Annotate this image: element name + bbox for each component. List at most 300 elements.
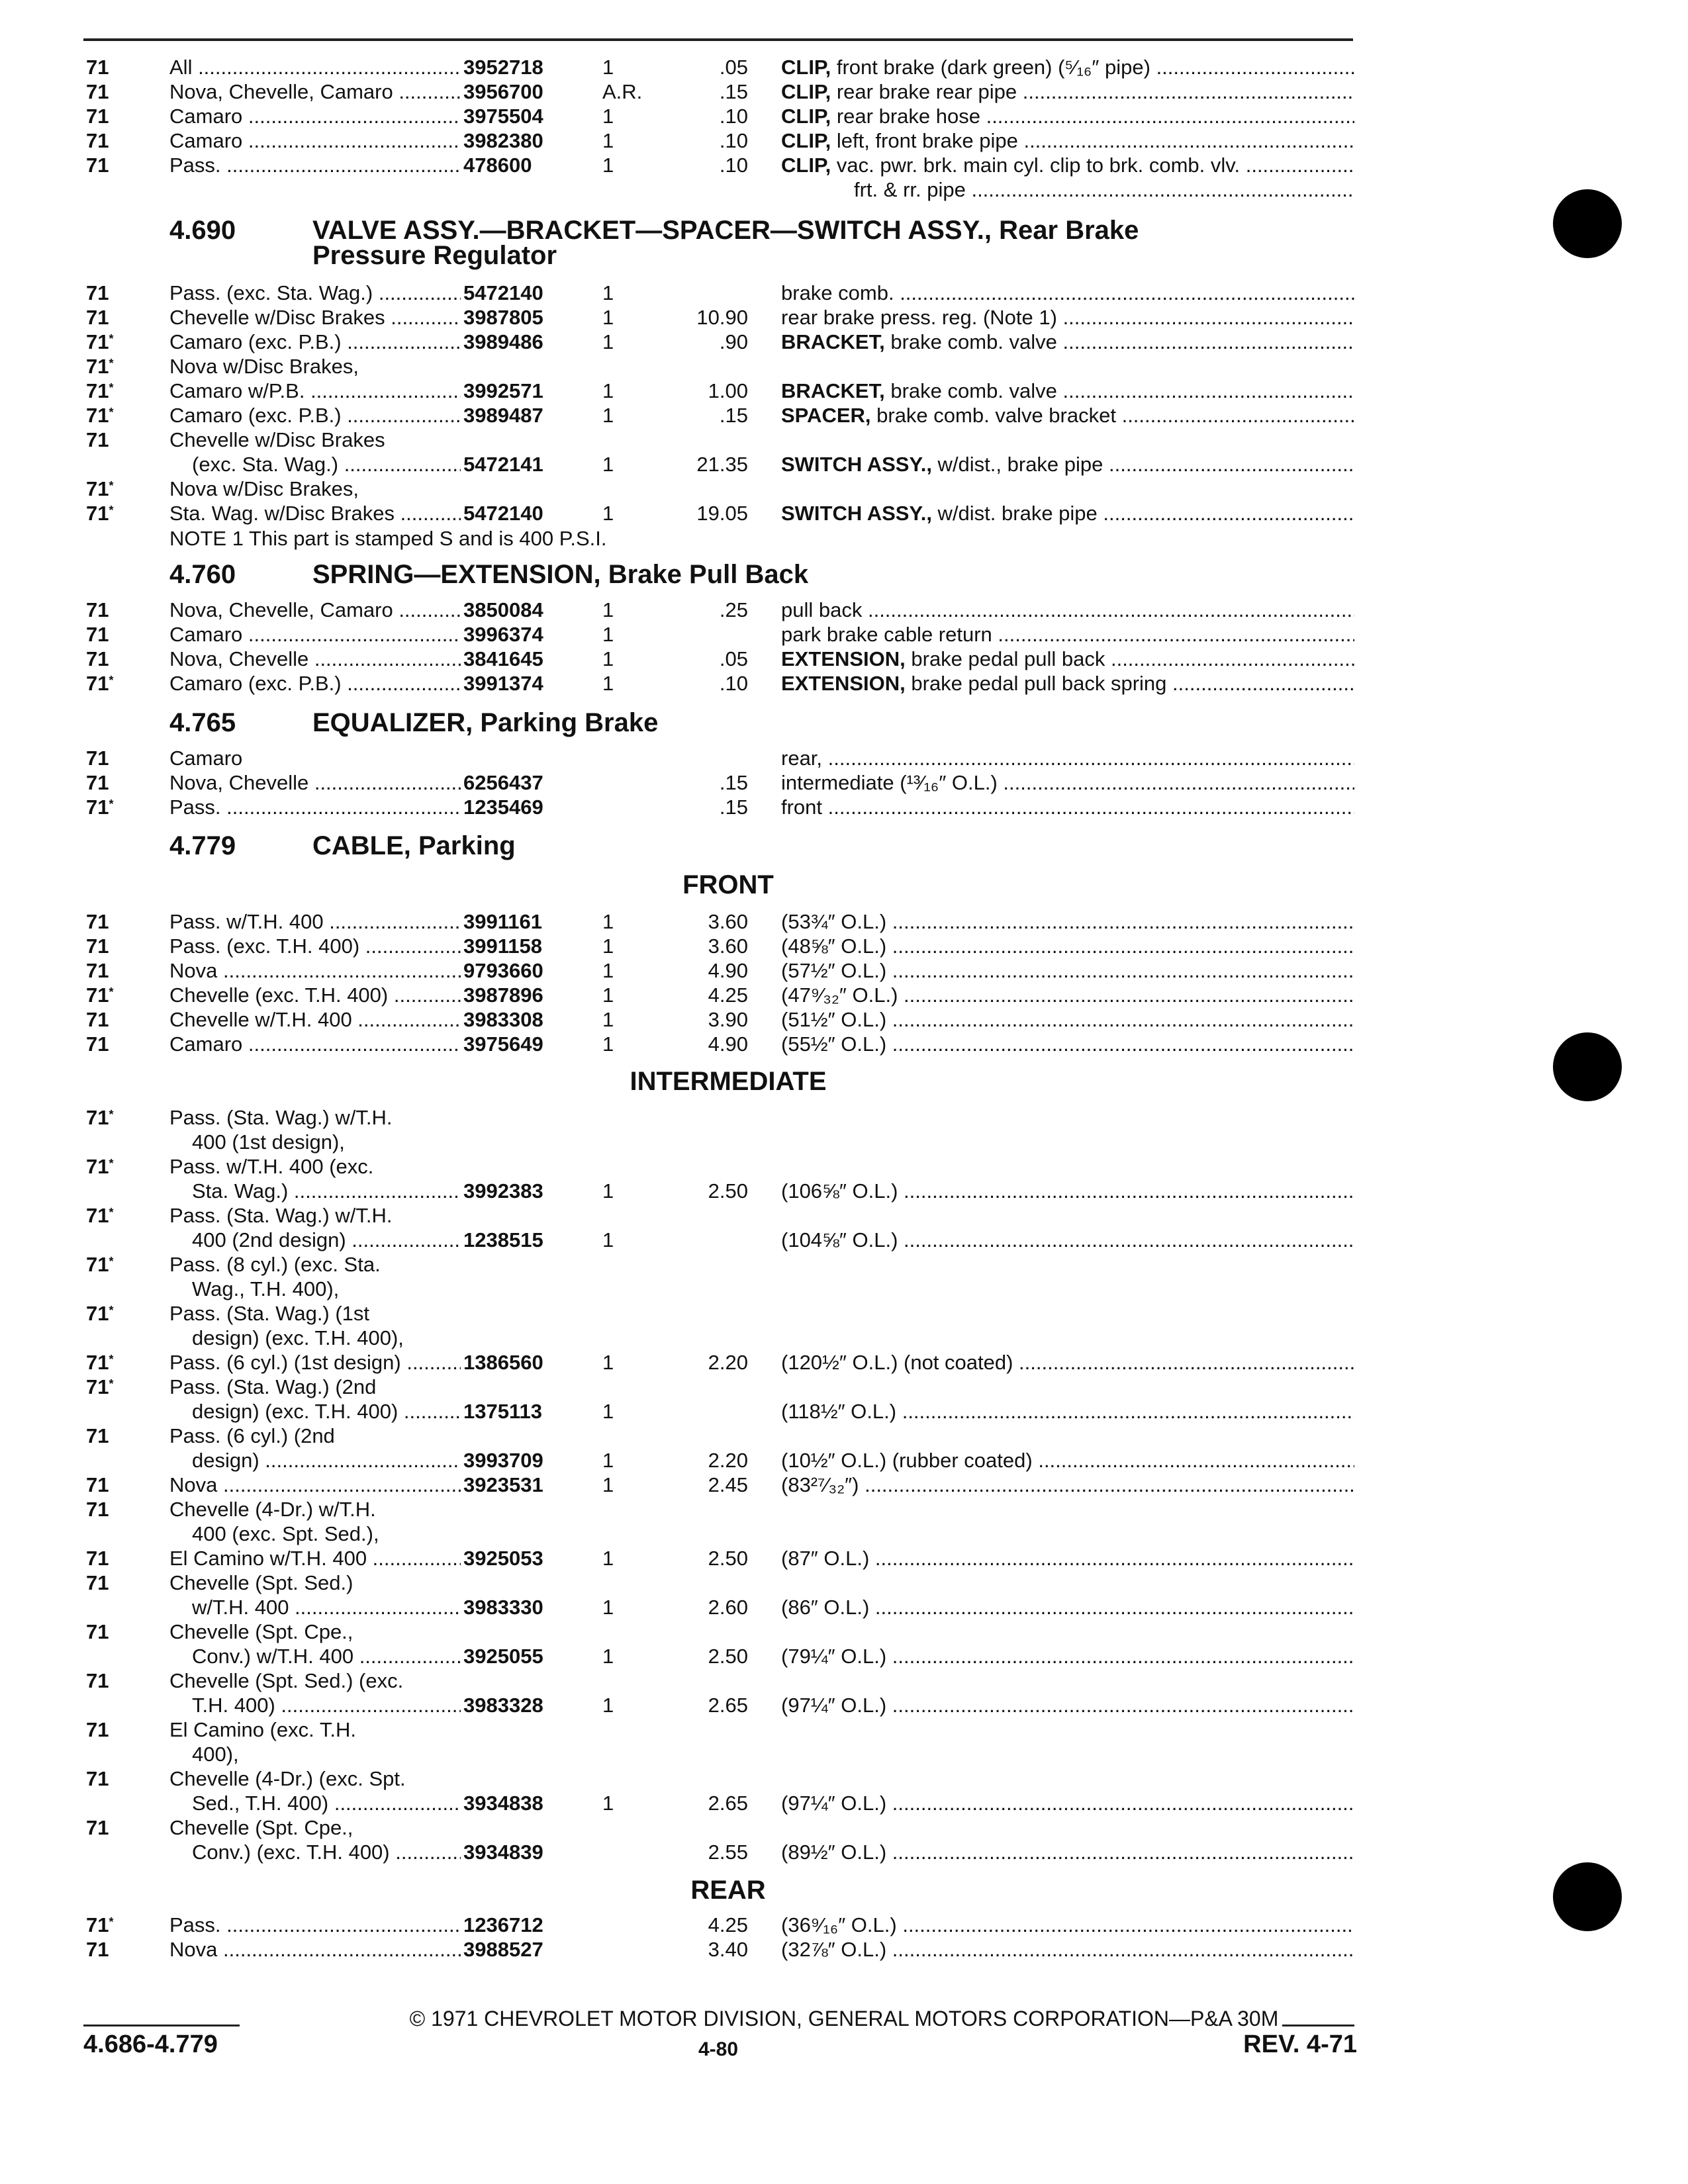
part-name: BRACKET, bbox=[781, 330, 885, 353]
model-application: Camaro ..... bbox=[169, 1032, 461, 1056]
model-year bbox=[86, 983, 114, 1007]
part-description bbox=[781, 1791, 1354, 1815]
quantity: 1 bbox=[602, 379, 614, 402]
part-description-text: (87″ O.L.) bbox=[781, 1547, 870, 1570]
model-application: Pass. w/T.H. 400 ..... bbox=[169, 909, 461, 934]
list-price: 4.90 bbox=[708, 959, 748, 982]
list-price: 21.35 bbox=[696, 453, 748, 476]
quantity: 1 bbox=[602, 1473, 614, 1496]
part-name: CLIP, bbox=[781, 56, 831, 79]
model-application: 400 (2nd design) ..... bbox=[192, 1228, 461, 1252]
part-row bbox=[0, 1301, 1688, 1326]
part-number: 3925055 bbox=[463, 1645, 543, 1668]
model-application: Sed., T.H. 400) ..... bbox=[192, 1791, 461, 1815]
quantity: 1 bbox=[602, 1596, 614, 1619]
model-application: Nova, Chevelle, Camaro ..... bbox=[169, 598, 461, 622]
part-number: 3983330 bbox=[463, 1596, 543, 1619]
new-part-star: * bbox=[109, 479, 114, 492]
part-description-text: rear brake rear pipe bbox=[831, 80, 1017, 103]
part-row bbox=[0, 104, 1688, 128]
model-application: Chevelle w/Disc Brakes ..... bbox=[169, 305, 461, 330]
part-description bbox=[781, 1937, 1354, 1962]
model-year-text: 71 bbox=[86, 1913, 109, 1936]
part-description bbox=[781, 1399, 1354, 1424]
part-row bbox=[0, 1399, 1688, 1424]
part-row bbox=[0, 1032, 1688, 1056]
list-price: 2.45 bbox=[708, 1473, 748, 1496]
list-price: 2.50 bbox=[708, 1645, 748, 1668]
model-year bbox=[86, 795, 114, 819]
part-row bbox=[0, 1913, 1688, 1937]
part-number: 3991374 bbox=[463, 672, 543, 695]
model-year bbox=[86, 934, 109, 958]
model-year-text: 71 bbox=[86, 1669, 109, 1692]
list-price: .10 bbox=[719, 154, 748, 177]
section-title: EQUALIZER, Parking Brake bbox=[312, 708, 659, 737]
part-number: 3975504 bbox=[463, 105, 543, 128]
model-application: Camaro ..... bbox=[169, 128, 461, 153]
model-year-text: 71 bbox=[86, 1204, 109, 1227]
model-year-text: 71 bbox=[86, 796, 109, 819]
part-row bbox=[0, 305, 1688, 330]
part-row bbox=[0, 79, 1688, 104]
part-description-text: (55½″ O.L.) bbox=[781, 1032, 887, 1056]
part-row bbox=[0, 934, 1688, 958]
model-application: Camaro ..... bbox=[169, 104, 461, 128]
part-description bbox=[781, 983, 1354, 1007]
model-year-text: 71 bbox=[86, 1938, 109, 1961]
list-price: 3.90 bbox=[708, 1008, 748, 1031]
part-number: 3952718 bbox=[463, 56, 543, 79]
list-price: .25 bbox=[719, 598, 748, 621]
part-number: 3983308 bbox=[463, 1008, 543, 1031]
model-year bbox=[86, 1424, 109, 1448]
part-description bbox=[781, 79, 1354, 104]
model-year bbox=[86, 1766, 109, 1791]
model-application: Chevelle (Spt. Sed.) (exc. bbox=[169, 1669, 404, 1692]
list-price: .90 bbox=[719, 330, 748, 353]
part-row bbox=[0, 1937, 1688, 1962]
model-year bbox=[86, 909, 109, 934]
part-description-text: brake comb. valve bbox=[884, 379, 1057, 402]
footer-range: 4.686-4.779 bbox=[83, 2030, 218, 2058]
model-year-text: 71 bbox=[86, 330, 109, 353]
part-description-text: park brake cable return bbox=[781, 623, 992, 646]
part-row bbox=[0, 983, 1688, 1007]
quantity: 1 bbox=[602, 1400, 614, 1423]
quantity: 1 bbox=[602, 1228, 614, 1251]
part-row bbox=[0, 1007, 1688, 1032]
quantity: 1 bbox=[602, 306, 614, 329]
list-price: .15 bbox=[719, 80, 748, 103]
list-price: 4.25 bbox=[708, 1913, 748, 1936]
model-application: Pass. (Sta. Wag.) w/T.H. bbox=[169, 1204, 393, 1227]
list-price: 1.00 bbox=[708, 379, 748, 402]
new-part-star: * bbox=[109, 332, 114, 345]
part-name: CLIP, bbox=[781, 129, 831, 152]
model-year-text: 71 bbox=[86, 1620, 109, 1643]
part-row bbox=[0, 1228, 1688, 1252]
model-year-text: 71 bbox=[86, 672, 109, 695]
model-year bbox=[86, 1546, 109, 1570]
model-year-text: 71 bbox=[86, 1718, 109, 1741]
part-description bbox=[781, 1693, 1354, 1717]
part-description bbox=[781, 1032, 1354, 1056]
part-description bbox=[781, 795, 1354, 819]
model-application: (exc. Sta. Wag.) ..... bbox=[192, 452, 461, 477]
new-part-star: * bbox=[109, 797, 114, 811]
model-year-text: 71 bbox=[86, 598, 109, 621]
model-application: Nova ..... bbox=[169, 1937, 461, 1962]
part-description bbox=[781, 1546, 1354, 1570]
part-row bbox=[0, 770, 1688, 795]
model-year-text: 71 bbox=[86, 154, 109, 177]
model-application: design) (exc. T.H. 400), bbox=[192, 1326, 404, 1349]
model-application: Camaro (exc. P.B.) ..... bbox=[169, 403, 461, 428]
model-year-text: 71 bbox=[86, 934, 109, 958]
model-application: Chevelle (Spt. Cpe., bbox=[169, 1816, 353, 1839]
part-description bbox=[781, 281, 1354, 305]
quantity: 1 bbox=[602, 983, 614, 1007]
part-description-text: left, front brake pipe bbox=[831, 129, 1018, 152]
new-part-star: * bbox=[109, 1255, 114, 1268]
part-row bbox=[0, 1791, 1688, 1815]
part-description bbox=[781, 909, 1354, 934]
model-year bbox=[86, 1937, 109, 1962]
model-application: Chevelle (Spt. Sed.) bbox=[169, 1571, 353, 1594]
quantity: 1 bbox=[602, 330, 614, 353]
part-row bbox=[0, 1375, 1688, 1399]
part-description-text: (83²⁷⁄₃₂″) bbox=[781, 1473, 859, 1496]
part-number: 1235469 bbox=[463, 796, 543, 819]
model-year-text: 71 bbox=[86, 1816, 109, 1839]
part-description bbox=[781, 770, 1354, 795]
part-description-text: (10½″ O.L.) (rubber coated) bbox=[781, 1449, 1033, 1472]
model-year bbox=[86, 128, 109, 153]
part-row bbox=[0, 1619, 1688, 1644]
list-price: .10 bbox=[719, 672, 748, 695]
part-row bbox=[0, 1130, 1688, 1154]
model-year-text: 71 bbox=[86, 281, 109, 304]
model-application: Camaro ..... bbox=[169, 622, 461, 647]
model-year-text: 71 bbox=[86, 959, 109, 982]
model-year-text: 71 bbox=[86, 1375, 109, 1398]
list-price: 2.20 bbox=[708, 1449, 748, 1472]
model-application: 400 (1st design), bbox=[192, 1130, 345, 1154]
model-application: 400), bbox=[192, 1743, 239, 1766]
model-application: El Camino w/T.H. 400 ..... bbox=[169, 1546, 461, 1570]
part-name: SWITCH ASSY., bbox=[781, 453, 932, 476]
model-year bbox=[86, 153, 109, 177]
model-year bbox=[86, 622, 109, 647]
quantity: 1 bbox=[602, 105, 614, 128]
quantity: 1 bbox=[602, 154, 614, 177]
part-description bbox=[781, 1595, 1354, 1619]
model-year bbox=[86, 671, 114, 696]
list-price: 4.90 bbox=[708, 1032, 748, 1056]
list-price: 2.65 bbox=[708, 1694, 748, 1717]
quantity: 1 bbox=[602, 934, 614, 958]
model-year bbox=[86, 1497, 109, 1522]
part-number: 1238515 bbox=[463, 1228, 543, 1251]
quantity: 1 bbox=[602, 129, 614, 152]
model-year-text: 71 bbox=[86, 1571, 109, 1594]
part-row bbox=[0, 1448, 1688, 1473]
part-description bbox=[781, 1913, 1354, 1937]
model-application: Pass. (Sta. Wag.) (2nd bbox=[169, 1375, 377, 1398]
model-year bbox=[86, 1717, 109, 1742]
part-number: 3982380 bbox=[463, 129, 543, 152]
part-description-text: brake pedal pull back spring bbox=[905, 672, 1167, 695]
part-row bbox=[0, 1154, 1688, 1179]
part-row bbox=[0, 1252, 1688, 1277]
model-application: Chevelle (4-Dr.) w/T.H. bbox=[169, 1498, 376, 1521]
part-description-text: brake comb. valve bbox=[884, 330, 1057, 353]
part-row bbox=[0, 477, 1688, 501]
part-description-text: (86″ O.L.) bbox=[781, 1596, 870, 1619]
part-description-text: brake comb. bbox=[781, 281, 894, 304]
model-year-text: 71 bbox=[86, 983, 109, 1007]
model-year bbox=[86, 104, 109, 128]
quantity: 1 bbox=[602, 281, 614, 304]
part-description-text: (53¾″ O.L.) bbox=[781, 910, 887, 933]
part-row bbox=[0, 598, 1688, 622]
part-row bbox=[0, 1473, 1688, 1497]
model-year bbox=[86, 1815, 109, 1840]
model-application: Sta. Wag. w/Disc Brakes ..... bbox=[169, 501, 461, 525]
part-number: 3934839 bbox=[463, 1841, 543, 1864]
model-year bbox=[86, 1032, 109, 1056]
model-application: 400 (exc. Spt. Sed.), bbox=[192, 1522, 379, 1545]
model-application: Camaro w/P.B. ..... bbox=[169, 379, 461, 403]
model-application: Camaro (exc. P.B.) ..... bbox=[169, 671, 461, 696]
model-application: w/T.H. 400 ..... bbox=[192, 1595, 461, 1619]
model-application: Pass. (exc. Sta. Wag.) ..... bbox=[169, 281, 461, 305]
part-row bbox=[0, 177, 1688, 202]
model-year bbox=[86, 305, 109, 330]
part-row bbox=[0, 1424, 1688, 1448]
part-description bbox=[781, 1448, 1354, 1473]
part-description-text: (97¼″ O.L.) bbox=[781, 1792, 887, 1815]
model-application: Camaro bbox=[169, 747, 243, 770]
model-year-text: 71 bbox=[86, 428, 109, 451]
model-application: design) ..... bbox=[192, 1448, 461, 1473]
model-year bbox=[86, 1105, 114, 1130]
part-row bbox=[0, 1840, 1688, 1864]
quantity: 1 bbox=[602, 1547, 614, 1570]
part-name: EXTENSION, bbox=[781, 672, 906, 695]
part-description bbox=[781, 1228, 1354, 1252]
section-4765-heading bbox=[169, 708, 658, 737]
part-number: 3991161 bbox=[463, 910, 542, 933]
section-number: 4.765 bbox=[169, 708, 236, 737]
model-year-text: 71 bbox=[86, 1473, 109, 1496]
part-number: 3988527 bbox=[463, 1938, 543, 1961]
list-price: 2.20 bbox=[708, 1351, 748, 1374]
part-description-text: rear brake press. reg. (Note 1) bbox=[781, 306, 1057, 329]
part-row bbox=[0, 795, 1688, 819]
new-part-star: * bbox=[109, 1377, 114, 1390]
model-year-text: 71 bbox=[86, 1155, 109, 1178]
footer-revision: REV. 4-71 bbox=[1243, 2030, 1357, 2058]
list-price: .05 bbox=[719, 647, 748, 670]
section-4779-heading bbox=[169, 831, 516, 860]
part-description-text: (118½″ O.L.) bbox=[781, 1400, 897, 1423]
part-description-text: (104⅝″ O.L.) bbox=[781, 1228, 898, 1251]
part-description-text: front brake (dark green) (⁵⁄₁₆″ pipe) bbox=[831, 56, 1150, 79]
part-row bbox=[0, 1203, 1688, 1228]
section-number: 4.779 bbox=[169, 831, 236, 860]
part-description-text: (106⅝″ O.L.) bbox=[781, 1179, 898, 1203]
model-year-text: 71 bbox=[86, 1302, 109, 1325]
part-description bbox=[781, 647, 1354, 671]
model-application: Nova, Chevelle, Camaro ..... bbox=[169, 79, 461, 104]
model-application: Nova, Chevelle ..... bbox=[169, 647, 461, 671]
part-description bbox=[781, 1179, 1354, 1203]
quantity: 1 bbox=[602, 1008, 614, 1031]
part-description-text: (97¼″ O.L.) bbox=[781, 1694, 887, 1717]
part-description bbox=[781, 958, 1354, 983]
part-row bbox=[0, 55, 1688, 79]
part-row bbox=[0, 354, 1688, 379]
list-price: 4.25 bbox=[708, 983, 748, 1007]
part-row bbox=[0, 958, 1688, 983]
part-name: SPACER, bbox=[781, 404, 871, 427]
part-number: 3992383 bbox=[463, 1179, 543, 1203]
model-application: Conv.) w/T.H. 400 ..... bbox=[192, 1644, 461, 1668]
part-number: 3993709 bbox=[463, 1449, 543, 1472]
model-application: Pass. (6 cyl.) (2nd bbox=[169, 1424, 335, 1447]
model-year bbox=[86, 403, 114, 428]
list-price: 3.40 bbox=[708, 1938, 748, 1961]
part-number: 3850084 bbox=[463, 598, 543, 621]
model-year-text: 71 bbox=[86, 1008, 109, 1031]
new-part-star: * bbox=[109, 1353, 114, 1366]
part-row bbox=[0, 1644, 1688, 1668]
model-application: Chevelle (exc. T.H. 400) ..... bbox=[169, 983, 461, 1007]
part-description-text: w/dist. brake pipe bbox=[931, 502, 1098, 525]
part-row bbox=[0, 746, 1688, 770]
model-year bbox=[86, 477, 114, 501]
part-number: 3925053 bbox=[463, 1547, 543, 1570]
part-row bbox=[0, 1693, 1688, 1717]
part-description-text: frt. & rr. pipe bbox=[854, 178, 966, 201]
part-number: 1386560 bbox=[463, 1351, 543, 1374]
part-number: 3989486 bbox=[463, 330, 543, 353]
model-year bbox=[86, 1007, 109, 1032]
part-number: 3934838 bbox=[463, 1792, 543, 1815]
part-number: 3956700 bbox=[463, 80, 543, 103]
model-year bbox=[86, 770, 109, 795]
list-price: 2.50 bbox=[708, 1179, 748, 1203]
section-title: CABLE, Parking bbox=[312, 831, 516, 860]
new-part-star: * bbox=[109, 674, 114, 687]
part-description bbox=[781, 934, 1354, 958]
model-application: Pass. (6 cyl.) (1st design) ..... bbox=[169, 1350, 461, 1375]
part-number: 3923531 bbox=[463, 1473, 543, 1496]
list-price: 2.60 bbox=[708, 1596, 748, 1619]
part-description-text: (51½″ O.L.) bbox=[781, 1008, 887, 1031]
new-part-star: * bbox=[109, 381, 114, 394]
model-year bbox=[86, 1350, 114, 1375]
model-year bbox=[86, 501, 114, 525]
model-year-text: 71 bbox=[86, 1767, 109, 1790]
quantity: 1 bbox=[602, 672, 614, 695]
part-description-text: w/dist., brake pipe bbox=[931, 453, 1103, 476]
list-price: .15 bbox=[719, 771, 748, 794]
part-row bbox=[0, 281, 1688, 305]
part-row bbox=[0, 1570, 1688, 1595]
part-description bbox=[781, 379, 1354, 403]
subheading-intermediate: INTERMEDIATE bbox=[630, 1067, 827, 1096]
part-description-text: (89½″ O.L.) bbox=[781, 1841, 887, 1864]
part-description bbox=[781, 104, 1354, 128]
part-row bbox=[0, 909, 1688, 934]
model-year-text: 71 bbox=[86, 129, 109, 152]
list-price: 2.55 bbox=[708, 1841, 748, 1864]
list-price: 10.90 bbox=[696, 306, 748, 329]
section-number: 4.760 bbox=[169, 560, 236, 589]
model-application: Pass. (exc. T.H. 400) ..... bbox=[169, 934, 461, 958]
model-application: Conv.) (exc. T.H. 400) ..... bbox=[192, 1840, 461, 1864]
new-part-star: * bbox=[109, 1915, 114, 1929]
part-description bbox=[781, 671, 1354, 696]
part-description-text: (48⅝″ O.L.) bbox=[781, 934, 887, 958]
model-application: All ..... bbox=[169, 55, 461, 79]
model-year-text: 71 bbox=[86, 502, 109, 525]
part-row bbox=[0, 1179, 1688, 1203]
list-price: 2.50 bbox=[708, 1547, 748, 1570]
part-description bbox=[781, 128, 1354, 153]
model-year bbox=[86, 79, 109, 104]
part-row bbox=[0, 1105, 1688, 1130]
model-year bbox=[86, 1619, 109, 1644]
section-number: 4.690 bbox=[169, 216, 236, 245]
quantity: 1 bbox=[602, 647, 614, 670]
part-description bbox=[854, 177, 1354, 202]
model-year-text: 71 bbox=[86, 1351, 109, 1374]
model-application: Pass. (Sta. Wag.) w/T.H. bbox=[169, 1106, 393, 1129]
list-price: 3.60 bbox=[708, 934, 748, 958]
part-number: 1375113 bbox=[463, 1400, 542, 1423]
model-year-text: 71 bbox=[86, 379, 109, 402]
part-number: 6256437 bbox=[463, 771, 543, 794]
model-application: Pass. w/T.H. 400 (exc. bbox=[169, 1155, 374, 1178]
model-application: Pass. ..... bbox=[169, 153, 461, 177]
part-description bbox=[781, 1350, 1354, 1375]
part-number: 5472141 bbox=[463, 453, 543, 476]
part-description-text: rear, bbox=[781, 747, 823, 770]
model-year-text: 71 bbox=[86, 1253, 109, 1276]
footer-page-number: 4-80 bbox=[698, 2038, 739, 2060]
quantity: 1 bbox=[602, 1351, 614, 1374]
model-year bbox=[86, 354, 114, 379]
part-number: 3992571 bbox=[463, 379, 543, 402]
part-description-text: brake pedal pull back bbox=[905, 647, 1105, 670]
part-description bbox=[781, 1007, 1354, 1032]
model-year-text: 71 bbox=[86, 56, 109, 79]
part-row bbox=[0, 1815, 1688, 1840]
model-year bbox=[86, 1913, 114, 1937]
part-number: 478600 bbox=[463, 154, 532, 177]
model-year-text: 71 bbox=[86, 747, 109, 770]
part-description bbox=[781, 746, 1354, 770]
part-number: 1236712 bbox=[463, 1913, 543, 1936]
model-year-text: 71 bbox=[86, 910, 109, 933]
model-application: Pass. (8 cyl.) (exc. Sta. bbox=[169, 1253, 381, 1276]
part-description bbox=[781, 55, 1354, 79]
part-row bbox=[0, 622, 1688, 647]
